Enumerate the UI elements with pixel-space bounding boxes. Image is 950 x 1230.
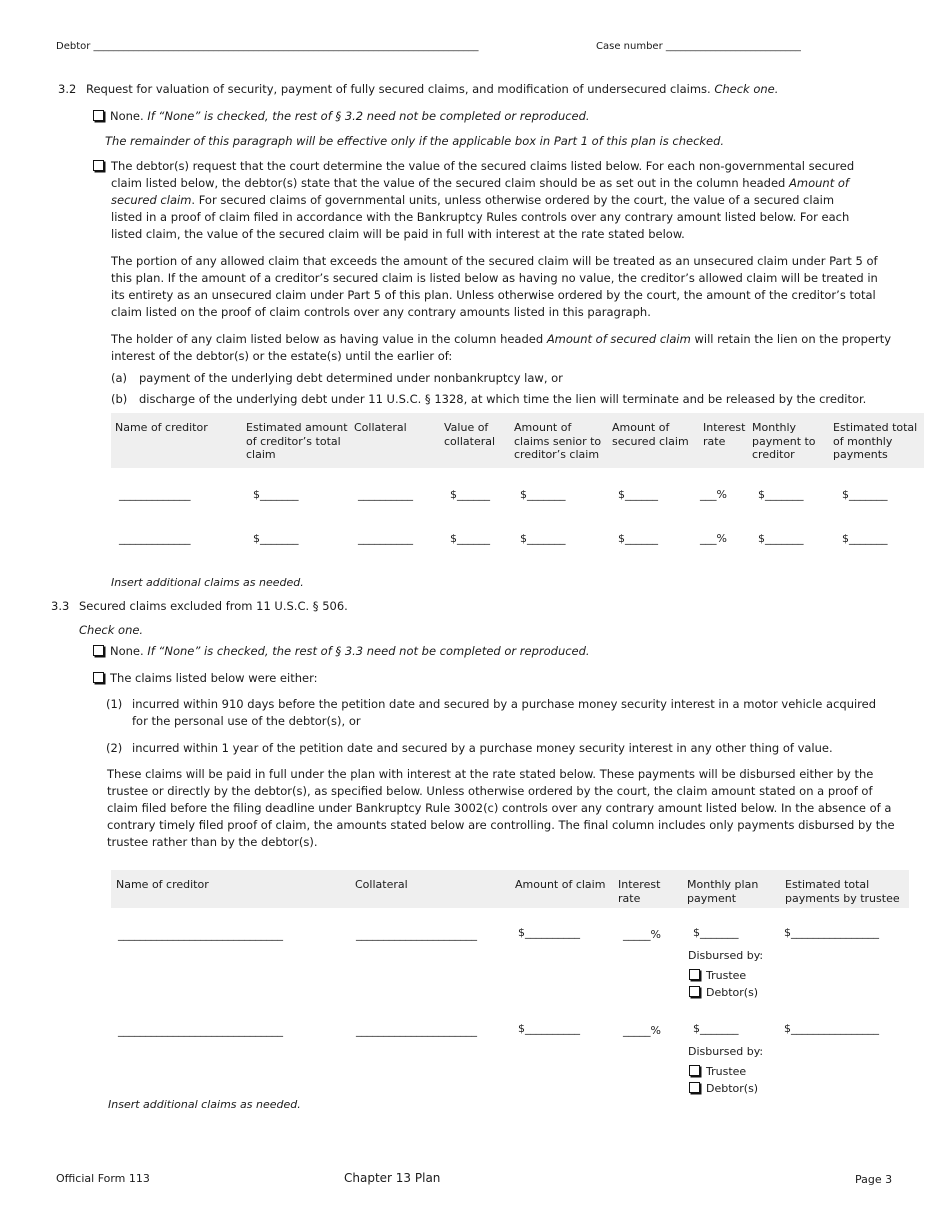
s33-claims-checkbox[interactable] (93, 672, 104, 683)
s33-r1-debtor-checkbox[interactable] (689, 986, 700, 997)
s32-r2-collateral[interactable]: __________ (358, 532, 413, 545)
debtor-line (56, 41, 479, 52)
section-3-2-title: Request for valuation of security, payment of fully secured claims, and modification of undersecured claims. Check one. (86, 82, 779, 96)
s32-r1-senior[interactable]: $_______ (520, 488, 566, 501)
s32-col-collateral: Collateral (354, 421, 407, 434)
debtor-label: Debtor (56, 41, 91, 52)
s33-col-amount: Amount of claim (515, 878, 606, 891)
s33-r1-disbursed-label: Disbursed by: (688, 949, 764, 962)
s33-r1-interest[interactable]: _____% (623, 928, 661, 941)
s32-r2-secured[interactable]: $______ (618, 532, 658, 545)
s33-item-2: incurred within 1 year of the petition date and secured by a purchase money security interest in any other thing of value. (132, 741, 833, 755)
s32-col-total-payments: Estimated total of monthly payments (833, 421, 918, 461)
footer-form: Official Form 113 (56, 1172, 150, 1185)
s33-r1-collateral[interactable]: ______________________ (356, 928, 477, 941)
s32-request-checkbox[interactable] (93, 160, 104, 171)
s32-r1-secured[interactable]: $______ (618, 488, 658, 501)
section-3-3-title: Secured claims excluded from 11 U.S.C. § 506. (79, 599, 348, 613)
s32-col-creditor: Name of creditor (115, 421, 208, 434)
s32-unsecured-paragraph: The portion of any allowed claim that exceeds the amount of the secured claim will be treated as an unsecured claim under Part 5 of this plan. If the amount of a creditor’s secured claim is listed below as having no value, the creditor’s allowed claim will be treated in its entirety as an unsecured claim under Part 5 of this plan. Unless otherwise ordered by the court, the amount of the creditor’s total claim listed on the proof of claim controls over any contrary amounts listed in this paragraph. (111, 254, 878, 319)
s33-r2-interest[interactable]: _____% (623, 1024, 661, 1037)
s33-r1-creditor[interactable]: ______________________________ (118, 928, 283, 941)
s33-r2-trustee-option: Trustee (689, 1065, 746, 1078)
section-3-2-number: 3.2 (58, 82, 77, 96)
s33-r2-trustee-checkbox[interactable] (689, 1065, 700, 1076)
s33-r1-trustee-checkbox[interactable] (689, 969, 700, 980)
s33-r2-total[interactable]: $________________ (784, 1022, 879, 1035)
s32-r2-total[interactable]: $_______ (842, 532, 888, 545)
s33-none-option: None. If “None” is checked, the rest of § 3.3 need not be completed or reproduced. (93, 643, 590, 660)
s32-insert-note: Insert additional claims as needed. (111, 576, 304, 589)
s33-r2-disbursed-label: Disbursed by: (688, 1045, 764, 1058)
s32-r1-collateral[interactable]: __________ (358, 488, 413, 501)
s32-col-secured-claim: Amount of secured claim (612, 421, 689, 448)
s32-r2-value[interactable]: $______ (450, 532, 490, 545)
s33-r2-debtor-option: Debtor(s) (689, 1082, 758, 1095)
section-3-3-number: 3.3 (51, 599, 70, 613)
s32-item-a: payment of the underlying debt determined under nonbankruptcy law, or (139, 371, 563, 385)
footer-title: Chapter 13 Plan (344, 1171, 441, 1185)
case-number-line (596, 41, 801, 52)
s33-claims-option: The claims listed below were either: (93, 670, 317, 687)
s32-item-b-label: (b) (111, 392, 128, 406)
s32-r1-creditor[interactable]: _____________ (119, 488, 191, 501)
s32-col-interest: Interest rate (703, 421, 746, 448)
s32-item-b: discharge of the underlying debt under 11 U.S.C. § 1328, at which time the lien will terminate and be released by the creditor. (139, 392, 867, 406)
s32-r2-creditor[interactable]: _____________ (119, 532, 191, 545)
s33-r2-collateral[interactable]: ______________________ (356, 1024, 477, 1037)
s32-r1-monthly[interactable]: $_______ (758, 488, 804, 501)
s33-item-1-label: (1) (106, 697, 123, 711)
s32-request-paragraph: The debtor(s) request that the court determine the value of the secured claims listed below. For each non-governmental secured claim listed below, the debtor(s) state that the value of the secured claim should be as set out in the column headed Amount of secured claim. For secured claims of governmental units, unless otherwise ordered by the court, the value of a secured claim listed in a proof of claim filed in accordance with the Bankruptcy Rules controls over any contrary amount listed below. For each listed claim, the value of the secured claim will be paid in full with interest at the rate stated below. (111, 159, 855, 241)
s32-col-senior-claims: Amount of claims senior to creditor’s claim (514, 421, 602, 461)
s32-r2-senior[interactable]: $_______ (520, 532, 566, 545)
s33-check-one: Check one. (79, 623, 144, 637)
s33-item-2-label: (2) (106, 741, 123, 755)
s33-r1-monthly[interactable]: $_______ (693, 926, 739, 939)
case-number-label: Case number (596, 41, 663, 52)
s32-r2-monthly[interactable]: $_______ (758, 532, 804, 545)
s32-col-total-claim: Estimated amount of creditor’s total claim (246, 421, 348, 461)
s32-col-value-collateral: Value of collateral (444, 421, 496, 448)
s33-col-interest: Interest rate (618, 878, 661, 905)
s33-none-checkbox[interactable] (93, 645, 104, 656)
s32-none-option: None. If “None” is checked, the rest of § 3.2 need not be completed or reproduced. (93, 108, 590, 125)
s33-r2-debtor-checkbox[interactable] (689, 1082, 700, 1093)
s33-r1-amount[interactable]: $__________ (518, 926, 580, 939)
s33-r2-amount[interactable]: $__________ (518, 1022, 580, 1035)
s32-r1-total-claim[interactable]: $_______ (253, 488, 299, 501)
s33-paragraph: These claims will be paid in full under the plan with interest at the rate stated below. These payments will be disbursed either by the trustee or directly by the debtor(s), as specified below. Unless otherwise ordered by the court, the claim amount stated on a proof of claim filed before the filing deadline under Bankruptcy Rule 3002(c) controls over any contrary amount listed below. In the absence of a contrary timely filed proof of claim, the amounts stated below are controlling. The final column includes only payments disbursed by the trustee rather than by the debtor(s). (107, 767, 895, 849)
debtor-field[interactable]: _____________________________________________________________________________ (93, 41, 479, 52)
s32-r2-interest[interactable]: ___% (700, 532, 727, 545)
s33-r2-monthly[interactable]: $_______ (693, 1022, 739, 1035)
s32-r1-interest[interactable]: ___% (700, 488, 727, 501)
s33-col-total-trustee: Estimated total payments by trustee (785, 878, 900, 905)
s32-r1-total[interactable]: $_______ (842, 488, 888, 501)
s32-item-a-label: (a) (111, 371, 128, 385)
footer-page: Page 3 (855, 1173, 893, 1186)
s32-r2-total-claim[interactable]: $_______ (253, 532, 299, 545)
s33-r1-debtor-option: Debtor(s) (689, 986, 758, 999)
s33-item-1: incurred within 910 days before the petition date and secured by a purchase money security interest in a motor vehicle acquired for the personal use of the debtor(s), or (132, 697, 877, 728)
s33-col-collateral: Collateral (355, 878, 408, 891)
s32-remainder-note: The remainder of this paragraph will be effective only if the applicable box in Part 1 of this plan is checked. (105, 134, 725, 148)
s33-insert-note: Insert additional claims as needed. (108, 1098, 301, 1111)
s33-col-monthly: Monthly plan payment (687, 878, 759, 905)
s32-lien-paragraph: The holder of any claim listed below as having value in the column headed Amount of secured claim will retain the lien on the property interest of the debtor(s) or the estate(s) until the earlier of: (111, 332, 892, 363)
s33-r1-total[interactable]: $________________ (784, 926, 879, 939)
s33-r2-creditor[interactable]: ______________________________ (118, 1024, 283, 1037)
s33-col-creditor: Name of creditor (116, 878, 209, 891)
s32-r1-value[interactable]: $______ (450, 488, 490, 501)
case-number-field[interactable]: ___________________________ (665, 41, 801, 52)
s32-none-checkbox[interactable] (93, 110, 104, 121)
s33-r1-trustee-option: Trustee (689, 969, 746, 982)
s32-col-monthly: Monthly payment to creditor (752, 421, 816, 461)
